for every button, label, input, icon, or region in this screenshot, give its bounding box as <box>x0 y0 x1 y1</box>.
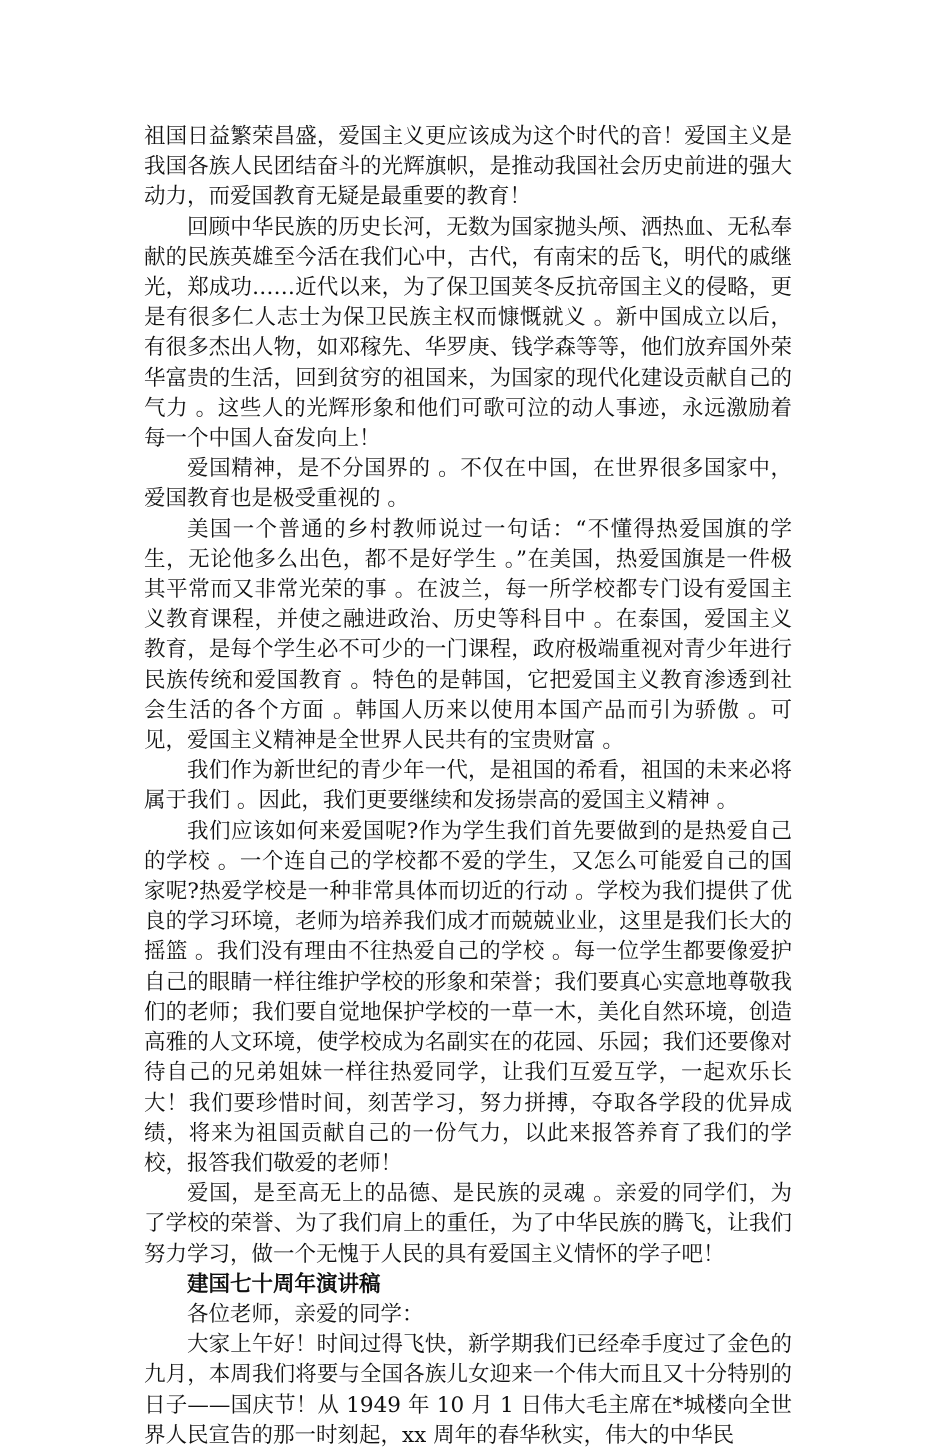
paragraph: 爱国精神，是不分国界的 。不仅在中国，在世界很多国家中，爱国教育也是极受重视的 。 <box>144 456 792 512</box>
paragraph: 祖国日益繁荣昌盛，爱国主义更应该成为这个时代的音！爱国主义是我国各族人民团结奋斗的光辉旗帜，是推动我国社会历史前进的强大动力，而爱国教育无疑是最重要的教育！ <box>144 124 792 210</box>
paragraph: 爱国，是至高无上的品德、是民族的灵魂 。亲爱的同学们，为了学校的荣誉、为了我们肩上的重任，为了中华民族的腾飞，让我们努力学习，做一个无愧于人民的具有爱国主义情怀的学子吧！ <box>144 1181 792 1267</box>
paragraph: 回顾中华民族的历史长河，无数为国家抛头颅、洒热血、无私奉献的民族英雄至今活在我们心中，古代，有南宋的岳飞，明代的戚继光，郑成功……近代以来，为了保卫国荚冬反抗帝国主义的侵略，更是有很多仁人志士为保卫民族主权而慷慨就义 。新中国成立以后，有很多杰出人物，如邓稼先、华罗庚、钱学森等等，他们放弃国外荣华富贵的生活，回到贫穷的祖国来，为国家的现代化建设贡献自己的气力 。这些人的光辉形象和他们可歌可泣的动人事迹，永远激励着每一个中国人奋发向上！ <box>144 214 792 452</box>
paragraph: 我们作为新世纪的青少年一代，是祖国的希看，祖国的未来必将属于我们 。因此，我们更要继续和发扬崇高的爱国主义精神 。 <box>144 758 792 814</box>
paragraph: 大家上午好！时间过得飞快，新学期我们已经牵手度过了金色的九月，本周我们将要与全国各族儿女迎来一个伟大而且又十分特别的日子——国庆节！从 1949 年 10 月 1 日伟大毛主席在*城楼向全世界人民宣告的那一时刻起，xx 周年的春华秋实，伟大的中华民 <box>144 1332 792 1448</box>
document-body <box>144 122 792 1451</box>
paragraph: 我们应该如何来爱国呢?作为学生我们首先要做到的是热爱自己的学校 。一个连自己的学校都不爱的学生，又怎么可能爱自己的国家呢?热爱学校是一种非常具体而切近的行动 。学校为我们提供了优良的学习环境，老师为培养我们成才而兢兢业业，这里是我们长大的摇篮 。我们没有理由不往热爱自己的学校 。每一位学生都要像爱护自己的眼睛一样往维护学校的形象和荣誉；我们要真心实意地尊敬我们的老师；我们要自觉地保护学校的一草一木，美化自然环境，创造高雅的人文环境，使学校成为名副实在的花园、乐园；我们还要像对待自己的兄弟姐妹一样往热爱同学，让我们互爱互学，一起欢乐长大！我们要珍惜时间，刻苦学习，努力拼搏，夺取各学段的优异成绩，将来为祖国贡献自己的一份气力，以此来报答养育了我们的学校，报答我们敬爱的老师！ <box>144 818 792 1176</box>
salutation: 各位老师，亲爱的同学： <box>187 1301 424 1327</box>
section-heading: 建国七十周年演讲稿 <box>187 1271 381 1297</box>
paragraph: 美国一个普通的乡村教师说过一句话：“不懂得热爱国旗的学生，无论他多么出色，都不是好学生 。”在美国，热爱国旗是一件极其平常而又非常光荣的事 。在波兰，每一所学校都专门设有爱国主义教育课程，并使之融进政治、历史等科目中 。在泰国，爱国主义教育，是每个学生必不可少的一门课程，政府极端重视对青少年进行民族传统和爱国教育 。特色的是韩国，它把爱国主义教育渗透到社会生活的各个方面 。韩国人历来以使用本国产品而引为骄傲 。可见，爱国主义精神是全世界人民共有的宝贵财富 。 <box>144 516 792 754</box>
